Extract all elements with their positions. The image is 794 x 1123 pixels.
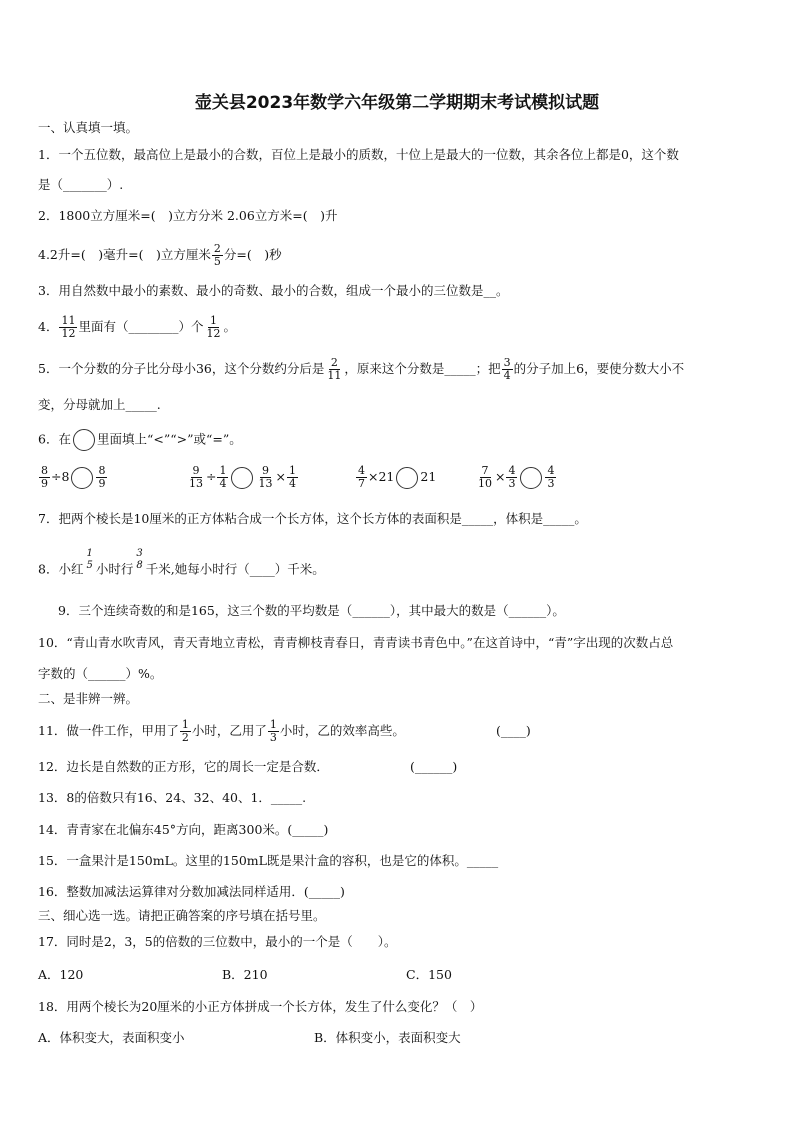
q11-fraction-2: $\frac{1}{3}$ [269,718,277,744]
question-7: 7．把两个棱长是10厘米的正方体粘合成一个长方体，这个长方体的表面积是_____，体积是_____。 [38,511,587,526]
q17-option-a[interactable]: A．120 [38,967,84,982]
question-6: 6．在 里面填上“<”“>”或“=”。 [38,429,242,451]
question-2-line-2 [38,243,282,268]
question-5-line-1: 5．一个分数的分子比分母小36，这个分数约分后是 $\frac{2}{11}$ ，原来这个分数是_____；把 $\frac{3}{4}$ 的分子加上6，要使分数大小不 [38,356,685,382]
question-1-line-1: 1．一个五位数，最高位上是最小的合数，百位上是最小的质数，十位上是最大的一位数，其余各位上都是0，这个数 [38,147,679,162]
q2-text-pre: 4.2升=( )毫升=( )立方厘米 [38,247,211,262]
q11-fraction-1: $\frac{1}{2}$ [181,718,189,744]
q5-fraction-2: $\frac{3}{4}$ [503,356,511,382]
question-17: 17．同时是2，3，5的倍数的三位数中，最小的一个是（ ）。 [38,934,397,949]
q8-fraction-1: 1 5 [86,548,93,571]
answer-circle[interactable] [231,467,253,489]
question-2-line-1: 2．1800立方厘米=( )立方分米 2.06立方米=( )升 [38,208,338,223]
question-16: 16．整数加减法运算律对分数加减法同样适用．(_____) [38,884,345,899]
q18-option-b[interactable]: B．体积变小，表面积变大 [314,1030,461,1045]
question-15: 15．一盒果汁是150mL。这里的150mL既是果汁盒的容积，也是它的体积。_____ [38,853,499,868]
q8-fraction-2: 3 8 [136,548,143,571]
q12-answer-blank[interactable]: (______) [410,759,458,774]
question-5-line-2: 变，分母就加上_____. [38,397,161,412]
answer-circle[interactable] [396,467,418,489]
q6-item-d: $\frac{7}{10}$ × $\frac{4}{3}$ $\frac{4}{3}$ [478,464,555,490]
question-1-line-2: 是（_______）. [38,177,124,192]
q6-item-c: $\frac{4}{7}$ ×21 21 [358,464,437,490]
question-4: 4． $\frac{11}{12}$ 里面有（________）个 $\frac{1}{12}$ 。 [38,314,236,340]
question-10-line-1: 10．“青山青水吹青风，青天青地立青松，青青柳枝青春日，青青读书青色中。”在这首诗中，“青”字出现的次数占总 [38,635,674,650]
q4-fraction-2: $\frac{1}{12}$ [206,314,221,340]
answer-circle[interactable] [71,467,93,489]
q2-fraction: $\frac{2}{5}$ [213,242,221,268]
q2-text-post: 分=( )秒 [223,247,282,262]
question-3: 3．用自然数中最小的素数、最小的奇数、最小的合数，组成一个最小的三位数是__。 [38,283,509,298]
page-title: 壶关县2023年数学六年级第二学期期末考试模拟试题 [194,93,600,113]
question-12: 12．边长是自然数的正方形，它的周长一定是合数． [38,759,329,774]
q17-option-c[interactable]: C．150 [406,967,452,982]
question-18: 18．用两个棱长为20厘米的小正方体拼成一个长方体，发生了什么变化？（ ） [38,999,483,1014]
q18-option-a[interactable]: A．体积变大，表面积变小 [38,1030,185,1045]
blank-circle [73,429,95,451]
question-13: 13．8的倍数只有16、24、32、40、1．_____. [38,790,307,805]
question-11: 11．做一件工作，甲用了 $\frac{1}{2}$ 小时，乙用了 $\frac{1}{3}$ 小时，乙的效率高些。 [38,718,405,744]
section-3-heading: 三、细心选一选。请把正确答案的序号填在括号里。 [38,908,326,923]
question-14: 14．青青家在北偏东45°方向，距离300米。(_____) [38,822,329,837]
section-2-heading: 二、是非辨一辨。 [38,691,139,706]
q6-item-a: $\frac{8}{9}$ ÷8 $\frac{8}{9}$ [41,464,106,490]
section-1-heading: 一、认真填一填。 [38,120,139,135]
question-8: 8．小红 1 5 小时行 3 8 千米,她每小时行（____）千米。 [38,548,325,577]
q17-option-b[interactable]: B．210 [222,967,268,982]
q11-answer-blank[interactable]: (____) [496,723,531,738]
q6-item-b: $\frac{9}{13}$ ÷ $\frac{1}{4}$ $\frac{9}{13}$ × $\frac{1}{4}$ [189,464,296,490]
answer-circle[interactable] [520,467,542,489]
question-9: 9．三个连续奇数的和是165，这三个数的平均数是（______），其中最大的数是（______）。 [58,603,565,618]
question-10-line-2: 字数的（______）%。 [38,666,163,681]
q4-fraction-1: $\frac{11}{12}$ [61,314,76,340]
q5-fraction-1: $\frac{2}{11}$ [327,356,342,382]
